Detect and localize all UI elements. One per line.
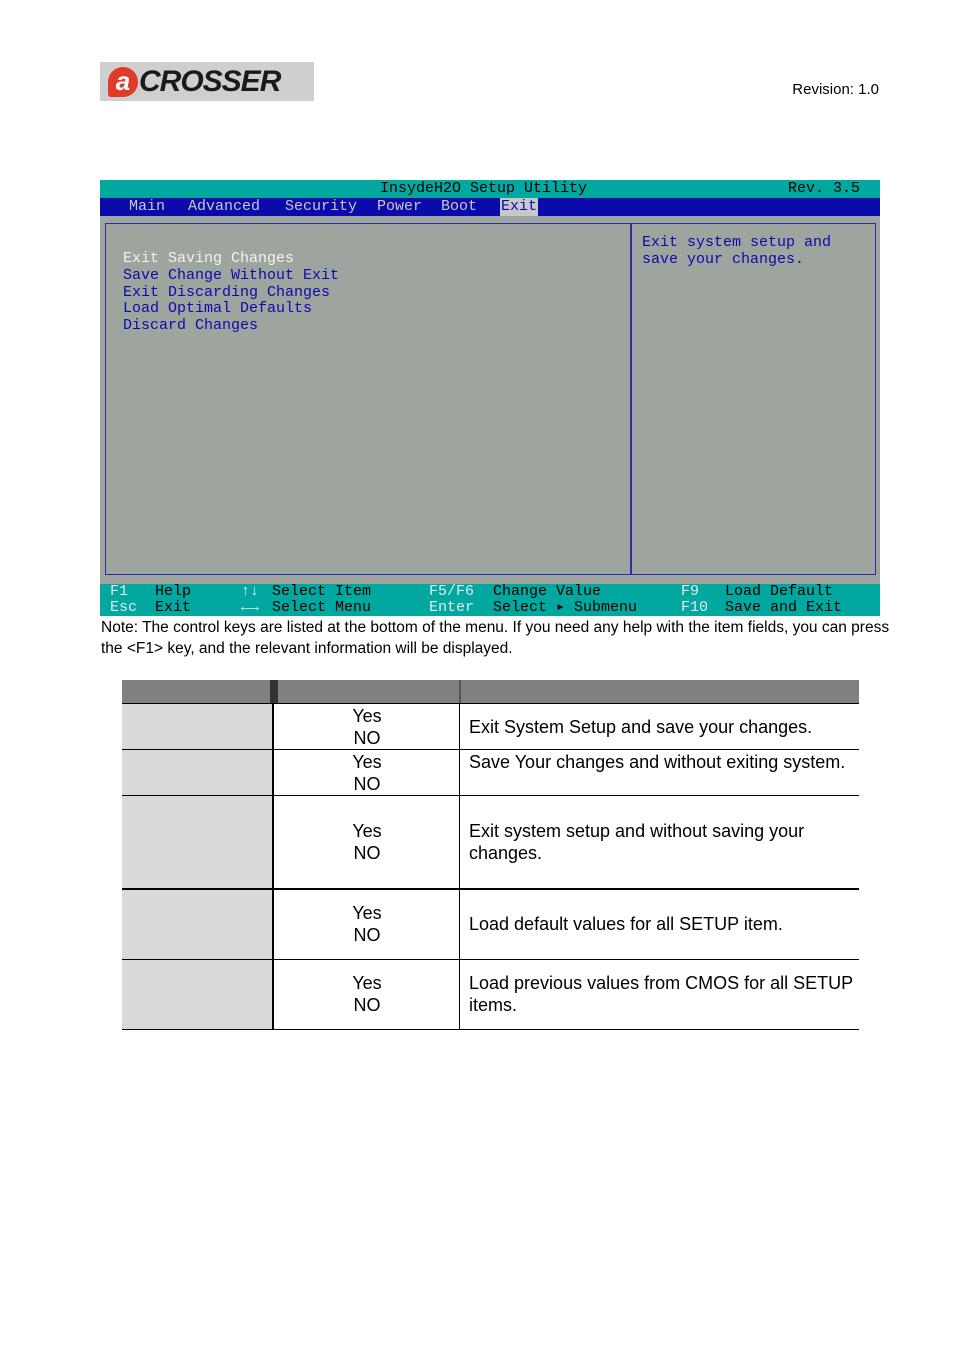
option-yes: Yes <box>352 973 382 993</box>
bios-menu-bar <box>100 198 880 216</box>
table-row <box>122 795 859 888</box>
row-description: Save Your changes and without exiting system. <box>469 752 846 772</box>
table-header <box>122 680 859 703</box>
key-leftright-desc: Select Menu <box>272 599 372 616</box>
header-separator <box>459 680 461 703</box>
row-options <box>274 902 460 946</box>
item-exit-saving-changes[interactable]: Exit Saving Changes <box>123 250 295 267</box>
bios-options-panel <box>105 223 631 575</box>
table-row <box>122 703 859 749</box>
item-discard-changes[interactable]: Discard Changes <box>123 317 259 334</box>
key-esc-desc: Exit <box>155 599 192 616</box>
help-line-2: save your changes. <box>642 251 805 268</box>
row-description: Load previous values from CMOS for all SETUP items. <box>469 973 853 1015</box>
key-f5f6: F5/F6 <box>429 583 475 600</box>
option-no: NO <box>353 774 381 794</box>
revision-label: Revision: 1.0 <box>792 81 879 98</box>
option-yes: Yes <box>352 821 382 841</box>
row-options <box>274 820 460 864</box>
row-description: Exit System Setup and save your changes. <box>469 717 813 737</box>
key-f5f6-desc: Change Value <box>493 583 602 600</box>
help-text <box>642 234 831 268</box>
table-bottom-border <box>122 1029 859 1030</box>
arrow-leftright-icon: ←→ <box>241 599 260 616</box>
acrosser-logo <box>100 62 314 101</box>
tab-power[interactable]: Power <box>377 198 423 215</box>
bios-revision: Rev. 3.5 <box>787 180 860 197</box>
option-no: NO <box>353 995 381 1015</box>
option-no: NO <box>353 843 381 863</box>
table-row <box>122 749 859 795</box>
tab-boot[interactable]: Boot <box>441 198 478 215</box>
tab-main[interactable]: Main <box>129 198 166 215</box>
row-label-cell <box>122 890 272 960</box>
bios-help-panel <box>631 223 876 575</box>
logo-text: CROSSER <box>139 64 281 98</box>
key-f9: F9 <box>681 583 700 600</box>
table-row <box>122 959 859 1029</box>
option-no: NO <box>353 925 381 945</box>
key-enter-desc: Select ▸ Submenu <box>493 599 638 616</box>
tab-exit[interactable]: Exit <box>501 198 538 215</box>
row-label-cell <box>122 750 272 795</box>
help-line-1: Exit system setup and <box>642 234 832 251</box>
item-exit-discarding-changes[interactable]: Exit Discarding Changes <box>123 284 331 301</box>
row-label-cell <box>122 704 272 749</box>
option-yes: Yes <box>352 752 382 772</box>
arrow-updown-icon: ↑↓ <box>241 583 260 600</box>
key-f10: F10 <box>681 599 709 616</box>
row-label-cell <box>122 796 272 888</box>
table-row <box>122 888 859 960</box>
key-f1: F1 <box>110 583 129 600</box>
item-load-optimal-defaults[interactable]: Load Optimal Defaults <box>123 300 313 317</box>
key-f1-desc: Help <box>155 583 192 600</box>
key-f9-desc: Load Default <box>725 583 834 600</box>
control-keys-note: Note: The control keys are listed at the bottom of the menu. If you need any help with the item fields, you can press the <F1> key, and the relevant information will be displayed. <box>101 619 890 657</box>
row-options <box>274 751 460 795</box>
key-updown-desc: Select Item <box>272 583 372 600</box>
item-save-change-without-exit[interactable]: Save Change Without Exit <box>123 267 340 284</box>
tab-advanced[interactable]: Advanced <box>188 198 261 215</box>
option-no: NO <box>353 728 381 748</box>
bios-title-bar <box>100 180 880 198</box>
row-description: Exit system setup and without saving your changes. <box>469 821 805 863</box>
row-label-cell <box>122 960 272 1029</box>
bios-screen <box>100 180 880 616</box>
key-f10-desc: Save and Exit <box>725 599 843 616</box>
bios-key-legend <box>100 584 880 616</box>
header-separator <box>270 680 278 703</box>
row-options <box>274 972 460 1016</box>
row-options <box>274 705 460 749</box>
option-yes: Yes <box>352 903 382 923</box>
row-description: Load default values for all SETUP item. <box>469 914 783 934</box>
bios-title: InsydeH2O Setup Utility <box>380 180 588 197</box>
option-yes: Yes <box>352 706 382 726</box>
tab-security[interactable]: Security <box>285 198 358 215</box>
key-enter: Enter <box>429 599 475 616</box>
key-esc: Esc <box>110 599 138 616</box>
logo-mark: a <box>108 67 138 97</box>
